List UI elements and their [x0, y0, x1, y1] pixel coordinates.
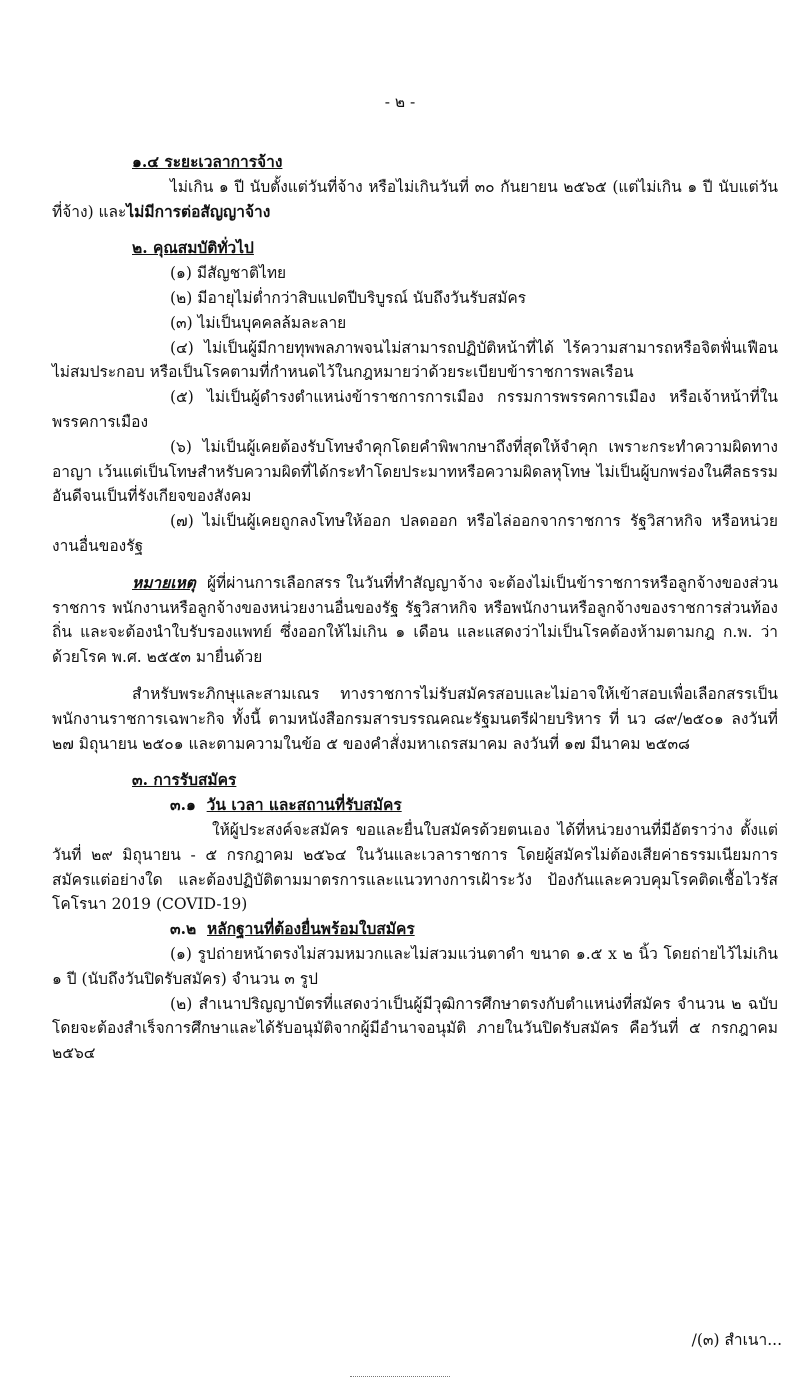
monks-paragraph: สำหรับพระภิกษุและสามเณร ทางราชการไม่รับสมัครสอบและไม่อาจให้เข้าสอบเพื่อเลือกสรรเป็นพนักงานราชการเฉพาะกิจ ทั้งนี้ ตามหนังสือกรมสารบรรณคณะรัฐมนตรีฝ่ายบริหาร ที่ นว ๘๙/๒๕๐๑ ลงวันที่ ๒๗ มิถุนายน ๒๕๐๑ และตามความในข้อ ๕ ของคำสั่งมหาเถรสมาคม ลงวันที่ ๑๗ มีนาคม ๒๕๓๘	[52, 684, 778, 753]
note-text: ผู้ที่ผ่านการเลือกสรร ในวันที่ทำสัญญาจ้าง จะต้องไม่เป็นข้าราชการหรือลูกจ้างของส่วนราชการ พนักงานหรือลูกจ้างของหน่วยงานอื่นของรัฐ รัฐวิสาหกิจ หรือพนักงานหรือลูกจ้างของราชการส่วนท้องถิ่น และจะต้องนำใบรับรองแพทย์ ซึ่งออกให้ไม่เกิน ๑ เดือน และแสดงว่าไม่เป็นโรคต้องห้ามตามกฎ ก.พ. ว่าด้วยโรค พ.ศ. ๒๕๕๓ มายื่นด้วย	[52, 573, 778, 667]
document-item: (๑) รูปถ่ายหน้าตรงไม่สวมหมวกและไม่สวมแว่นตาดำ ขนาด ๑.๕ x ๒ นิ้ว โดยถ่ายไว้ไม่เกิน ๑ ปี (นับถึงวันปิดรับสมัคร) จำนวน ๓ รูป	[52, 944, 778, 988]
qualification-item: (๑) มีสัญชาติไทย	[170, 264, 287, 283]
section-3-1-title: วัน เวลา และสถานที่รับสมัคร	[206, 795, 402, 815]
page-number: - ๒ -	[384, 93, 416, 111]
section-3-1-text: ให้ผู้ประสงค์จะสมัคร ขอและยื่นใบสมัครด้วยตนเอง ได้ที่หน่วยงานที่มีอัตราว่าง ตั้งแต่วันที่ ๒๙ มิถุนายน - ๕ กรกฎาคม ๒๕๖๔ ในวันและเวลาราชการ โดยผู้สมัครไม่ต้องเสียค่าธรรมเนียมการสมัครแต่อย่างใด และต้องปฏิบัติตามมาตรการและแนวทางการเฝ้าระวัง ป้องกันและควบคุมโรคติดเชื้อไวรัสโคโรนา 2019 (COVID-19)	[52, 820, 778, 914]
qualification-item: (๕) ไม่เป็นผู้ดำรงตำแหน่งข้าราชการการเมือง กรรมการพรรคการเมือง หรือเจ้าหน้าที่ในพรรคการเมือง	[52, 388, 778, 431]
note-paragraph	[52, 571, 778, 670]
section-3-2-title: หลักฐานที่ต้องยื่นพร้อมใบสมัคร	[207, 919, 415, 939]
section-3-2-heading	[52, 917, 778, 942]
section-3-1-heading	[52, 793, 778, 818]
section-3-1-number: ๓.๑	[170, 795, 196, 815]
note-label: หมายเหตุ	[132, 572, 196, 592]
section-1-4-text	[52, 175, 778, 225]
document-item: (๒) สำเนาปริญญาบัตรที่แสดงว่าเป็นผู้มีวุฒิการศึกษาตรงกับตำแหน่งที่สมัคร จำนวน ๒ ฉบับ โดยจะต้องสำเร็จการศึกษาและได้รับอนุมัติจากผู้มีอำนาจอนุมัติ ภายในวันปิดรับสมัคร คือวันที่ ๕ กรกฎาคม ๒๕๖๔	[52, 994, 778, 1063]
section-3-2-number: ๓.๒	[170, 919, 197, 939]
qualification-item: (๔) ไม่เป็นผู้มีกายทุพพลภาพจนไม่สามารถปฏิบัติหน้าที่ได้ ไร้ความสามารถหรือจิตฟั่นเฟือน ไม่สมประกอบ หรือเป็นโรคตามที่กำหนดไว้ในกฎหมายว่าด้วยระเบียบข้าราชการพลเรือน	[52, 338, 778, 382]
continuation-text: /(๓) สำเนา...	[691, 1331, 782, 1349]
qualification-item: (๓) ไม่เป็นบุคคลล้มละลาย	[170, 313, 347, 332]
qualification-item: (๗) ไม่เป็นผู้เคยถูกลงโทษให้ออก ปลดออก หรือไล่ออกจากราชการ รัฐวิสาหกิจ หรือหน่วยงานอื่นของรัฐ	[52, 512, 778, 555]
section-1-4-text-b: ไม่มีการต่อสัญญาจ้าง	[126, 201, 271, 221]
section-1-4-text-a: ไม่เกิน ๑ ปี นับตั้งแต่วันที่จ้าง หรือไม่เกินวันที่ ๓๐ กันยายน ๒๕๖๕ (แต่ไม่เกิน ๑ ปี นับแต่วันที่จ้าง) และ	[52, 177, 778, 221]
qualification-item: (๒) มีอายุไม่ต่ำกว่าสิบแปดปีบริบูรณ์ นับถึงวันรับสมัคร	[170, 288, 527, 307]
footer-divider	[350, 1376, 450, 1377]
qualification-item: (๖) ไม่เป็นผู้เคยต้องรับโทษจำคุกโดยคำพิพากษาถึงที่สุดให้จำคุก เพราะกระทำความผิดทางอาญา เว้นแต่เป็นโทษสำหรับความผิดที่ได้กระทำโดยประมาทหรือความผิดลหุโทษ ไม่เป็นผู้บกพร่องในศีลธรรมอันดีจนเป็นที่รังเกียจของสังคม	[52, 437, 778, 506]
section-3-heading: ๓. การรับสมัคร	[132, 770, 237, 790]
section-2-heading: ๒. คุณสมบัติทั่วไป	[132, 238, 254, 258]
section-1-4-heading: ๑.๔ ระยะเวลาการจ้าง	[132, 152, 283, 171]
